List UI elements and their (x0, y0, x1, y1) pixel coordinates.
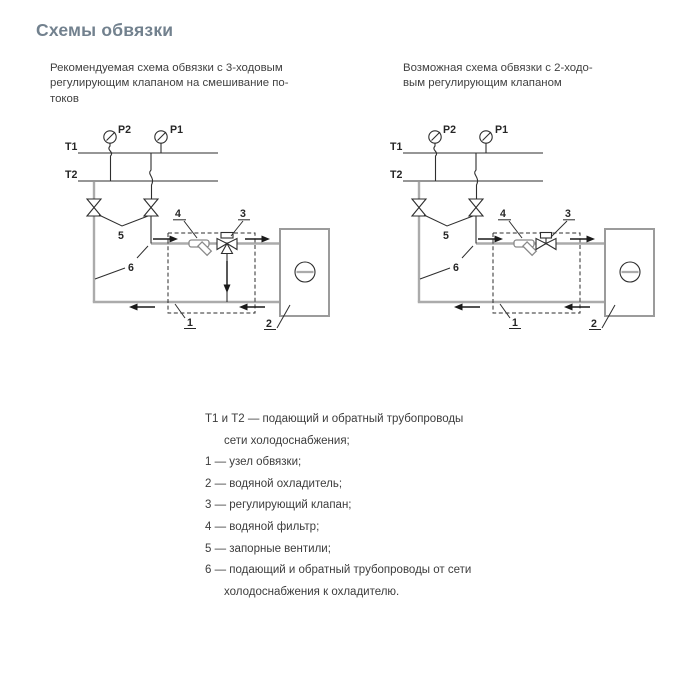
legend-line: 1 — узел обвязки; (205, 456, 302, 469)
legend-line: сети холодоснабжения; (224, 434, 350, 447)
control-valve-3way-icon (217, 233, 237, 254)
piping-unit (390, 124, 654, 330)
scheme-3way-valve (65, 124, 329, 330)
caption-left-scheme (50, 61, 289, 107)
pos3-callout (231, 208, 250, 236)
caption-right-scheme (403, 61, 593, 92)
legend (205, 409, 471, 603)
caption-line: токов (50, 92, 79, 105)
legend-line: 2 — водяной охладитель; (205, 477, 343, 490)
caption-line: регулирующим клапаном на смешивание по- (50, 77, 289, 90)
caption-line: Возможная схема обвязки с 2-ходо- (403, 62, 593, 74)
piping-schemes-figure (40, 112, 700, 352)
legend-line: 5 — запорные вентили; (205, 542, 331, 555)
scheme-2way-valve (390, 124, 654, 330)
pos3-label: 3 (565, 208, 571, 220)
caption-line: Рекомендуемая схема обвязки с 3-ходовым (50, 62, 283, 74)
caption-line: вым регулирующим клапаном (403, 77, 562, 90)
legend-line: 4 — водяной фильтр; (205, 520, 320, 533)
legend-line: Т1 и Т2 — подающий и обратный трубопроводы (205, 413, 464, 425)
flow-arrow-mixing-down (224, 261, 231, 293)
legend-line: 3 — регулирующий клапан; (205, 499, 352, 512)
pos3-label: 3 (240, 208, 246, 220)
legend-line: холодоснабжения к охладителю. (224, 585, 400, 598)
piping-unit (65, 124, 329, 330)
legend-line: 6 — подающий и обратный трубопроводы от сети (205, 564, 472, 577)
page-title: Схемы обвязки (36, 20, 174, 40)
